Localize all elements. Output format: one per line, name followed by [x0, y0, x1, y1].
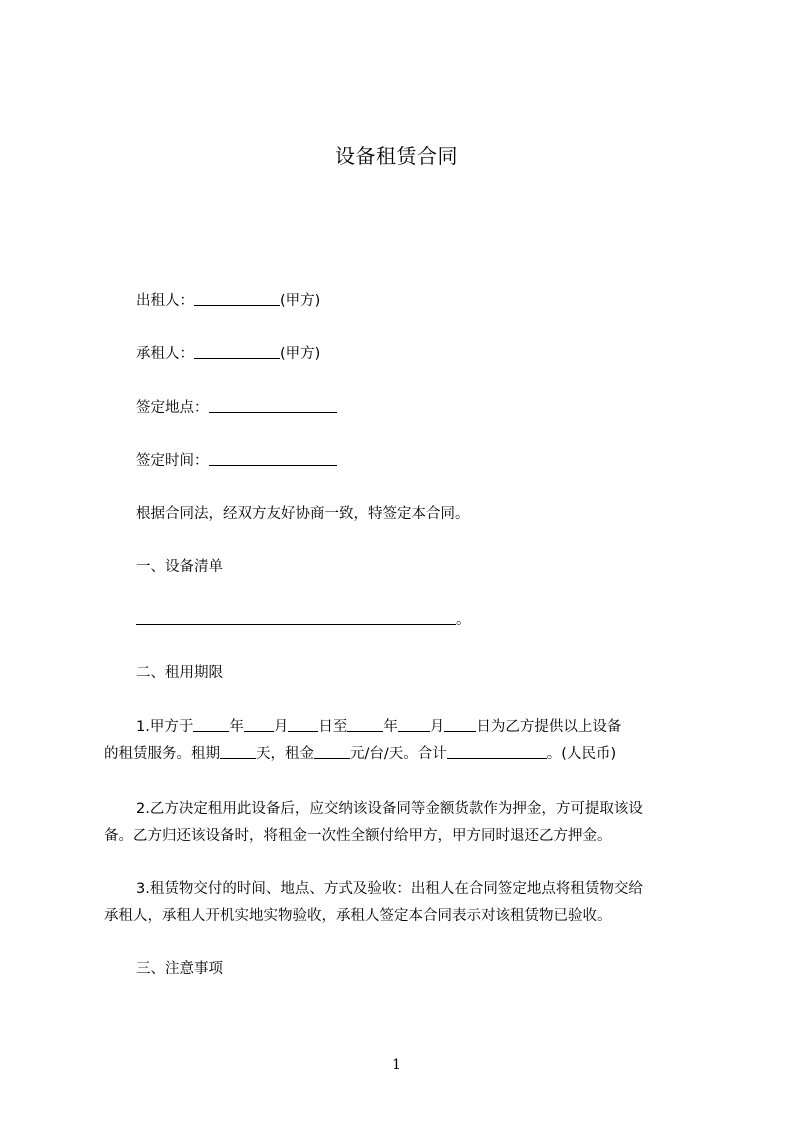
sign-time-label: 签定时间： — [136, 453, 209, 469]
item1-text-c: 月 — [273, 719, 289, 735]
item1-text-d: 日至 — [318, 719, 348, 735]
item1-text-b: 年 — [229, 719, 244, 735]
total-amount-blank — [447, 744, 547, 759]
sign-place-line — [136, 398, 337, 418]
section-heading-notes: 三、注意事项 — [136, 961, 223, 977]
page-number: 1 — [392, 1057, 401, 1073]
lessor-blank — [194, 291, 280, 306]
rent-amount-blank — [314, 744, 350, 759]
intro-paragraph: 根据合同法，经双方友好协商一致，特签定本合同。 — [136, 506, 470, 522]
lessor-line — [136, 291, 320, 311]
start-month-blank — [244, 717, 274, 732]
lessor-suffix: (甲方) — [280, 293, 321, 309]
equipment-list-end-mark: 。 — [456, 612, 471, 628]
document-title: 设备租赁合同 — [335, 144, 458, 168]
lease-days-blank — [220, 744, 256, 759]
item1-text-f: 月 — [429, 719, 445, 735]
lease-term-item2-line1: 2.乙方决定租用此设备后，应交纳该设备同等金额货款作为押金，方可提取该设 — [136, 801, 643, 817]
lease-term-item3-line1: 3.租赁物交付的时间、地点、方式及验收：出租人在合同签定地点将租赁物交给 — [136, 881, 643, 897]
end-year-blank — [347, 717, 383, 732]
start-year-blank — [193, 717, 229, 732]
sign-time-line — [136, 451, 337, 471]
section-heading-lease-term: 二、租用期限 — [136, 665, 223, 681]
end-month-blank — [398, 717, 430, 732]
equipment-list-line — [136, 610, 471, 630]
item1-text-g: 日为乙方提供以上设备 — [476, 719, 622, 735]
sign-place-label: 签定地点： — [136, 400, 209, 416]
lessee-line — [136, 344, 320, 364]
start-day-blank — [288, 717, 318, 732]
item1-text-h: 的租赁服务。租期 — [104, 746, 220, 762]
lease-term-item1-line2 — [104, 744, 616, 764]
item1-text-k: 。(人民币) — [546, 746, 617, 762]
item1-text-e: 年 — [383, 719, 398, 735]
section-heading-equipment-list: 一、设备清单 — [136, 559, 223, 575]
lessee-blank — [194, 344, 280, 359]
lease-term-item3-line2: 承租人，承租人开机实地实物验收，承租人签定本合同表示对该租赁物已验收。 — [104, 908, 612, 924]
lessor-label: 出租人： — [136, 293, 194, 309]
lease-term-item1-line1 — [136, 717, 621, 737]
item1-text-i: 天，租金 — [256, 746, 314, 762]
lessee-label: 承租人： — [136, 346, 194, 362]
lessee-suffix: (甲方) — [280, 346, 321, 362]
equipment-list-blank — [136, 610, 456, 625]
lease-term-item2-line2: 备。乙方归还该设备时，将租金一次性全额付给甲方，甲方同时退还乙方押金。 — [104, 828, 612, 844]
item1-text-a: 1.甲方于 — [136, 719, 194, 735]
end-day-blank — [444, 717, 476, 732]
sign-place-blank — [209, 398, 337, 413]
item1-text-j: 元/台/天。合计 — [350, 746, 447, 762]
sign-time-blank — [209, 451, 337, 466]
